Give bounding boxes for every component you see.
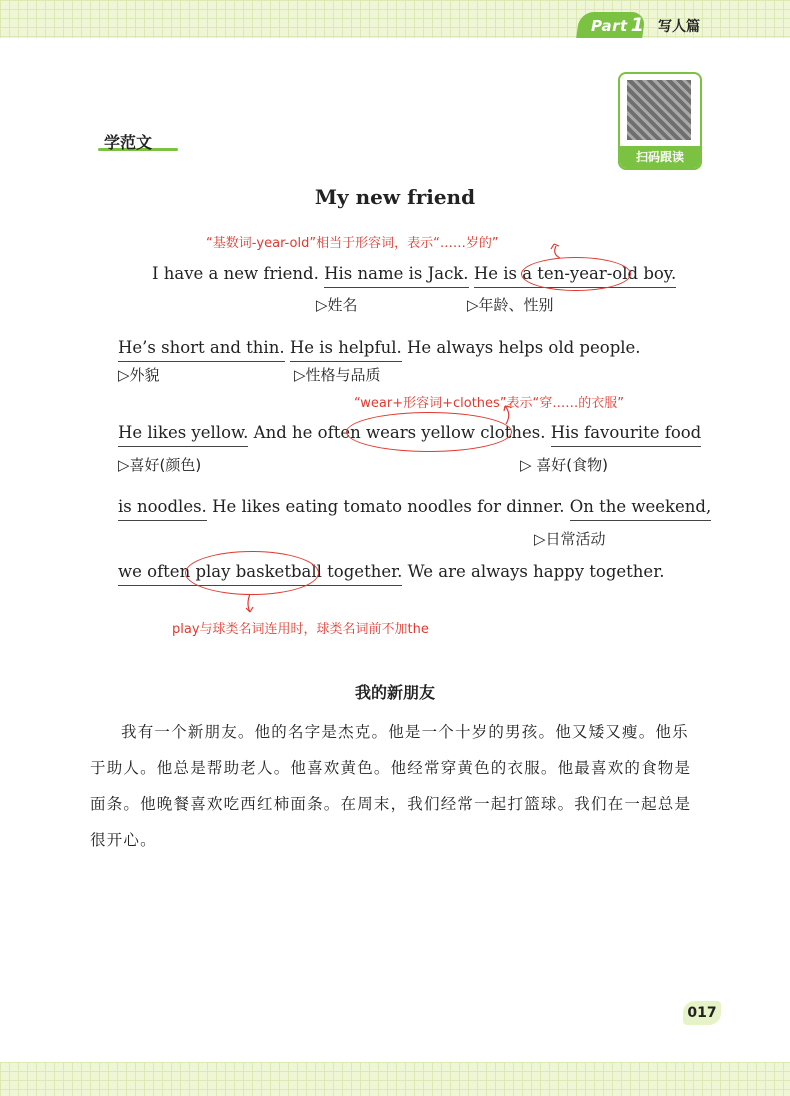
annotation-tag: ▷姓名 <box>316 296 358 314</box>
sentence-underlined: He is helpful. <box>290 338 402 362</box>
qr-label: 扫码跟读 <box>620 146 700 168</box>
sentence-underlined: On the weekend, <box>570 497 712 521</box>
part-label: Part 1 <box>591 14 645 36</box>
sentence-underlined: we often play basketball together. <box>118 562 402 586</box>
translation-title: 我的新朋友 <box>354 683 435 702</box>
translation-paragraph: 我有一个新朋友。他的名字是杰克。他是一个十岁的男孩。他又矮又瘦。他乐于助人。他总是帮助老人。他喜欢黄色。他经常穿黄色的衣服。他最喜欢的食物是面条。他晚餐喜欢吃西红柿面条。在周末，我们经常一起打篮球。我们在一起总是很开心。 <box>90 723 692 849</box>
sentence: And he often <box>253 423 361 442</box>
sentence-underlined: His name is Jack. <box>324 264 468 288</box>
sentence: I have a new friend. <box>152 264 319 283</box>
annotation-tag: ▷外貌 <box>118 366 160 384</box>
annotation-note: play与球类名词连用时，球类名词前不加the <box>172 622 429 637</box>
sentence-underlined: He’s short and thin. <box>118 338 285 362</box>
sentence-underlined: He is a ten-year-old boy. <box>474 264 676 288</box>
essay-title: My new friend <box>314 185 476 209</box>
part-number: 1 <box>630 14 645 36</box>
annotation-note: “wear+形容词+clothes”表示“穿……的衣服” <box>354 396 625 411</box>
sentence-underlined: His favourite food <box>551 423 702 447</box>
sentence-underlined: He likes yellow. <box>118 423 248 447</box>
annotation-tag: ▷日常活动 <box>534 530 606 548</box>
section-title: 学范文 <box>104 133 153 152</box>
annotation-tag: ▷性格与品质 <box>294 366 381 384</box>
annotation-tag: ▷年龄、性别 <box>467 296 554 314</box>
sentence-underlined: is noodles. <box>118 497 207 521</box>
sentence: He always helps old people. <box>406 338 641 357</box>
sentence: He likes eating tomato noodles for dinner. <box>212 497 565 516</box>
page-number: 017 <box>683 1001 721 1025</box>
sentence: We are always happy together. <box>407 562 665 581</box>
chapter-title: 写人篇 <box>658 19 700 35</box>
annotation-tag: ▷喜好(颜色) <box>118 456 202 474</box>
annotation-tag: ▷ 喜好(食物) <box>520 456 609 474</box>
circled-phrase: wears yellow clothes. <box>365 423 546 442</box>
annotation-note: “基数词-year-old”相当于形容词，表示“……岁的” <box>206 236 499 251</box>
